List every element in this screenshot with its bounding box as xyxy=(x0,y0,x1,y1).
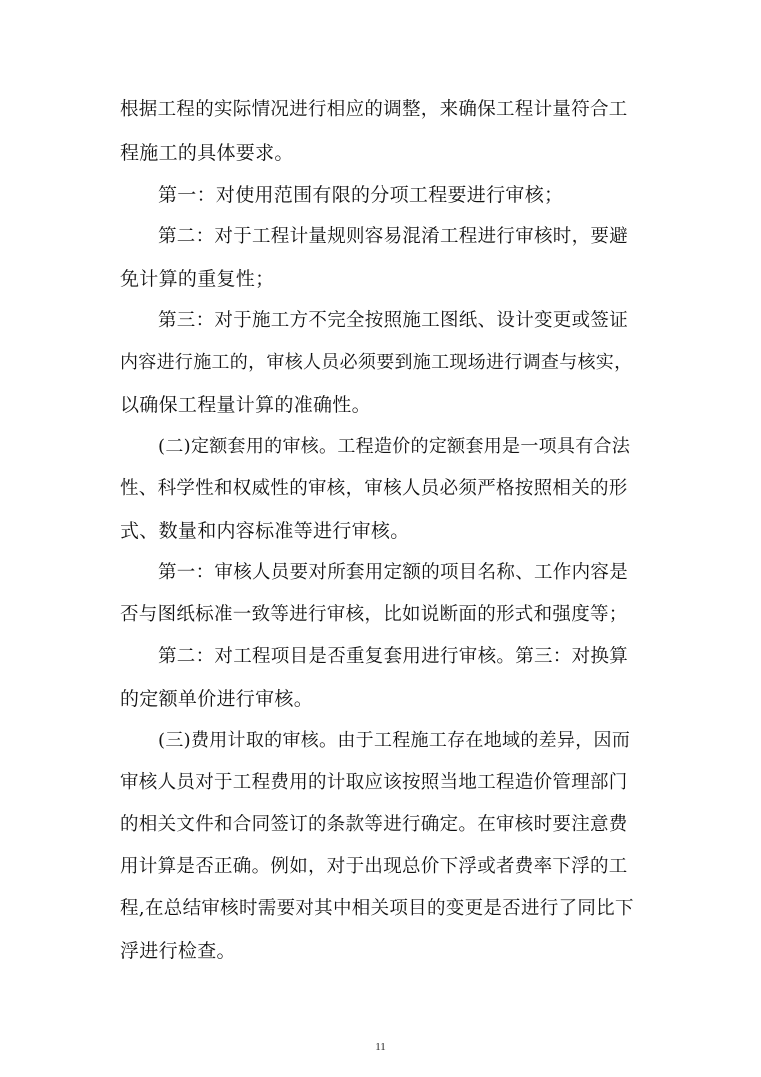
text-line: 第一：审核人员要对所套用定额的项目名称、工作内容是 xyxy=(158,562,629,583)
text-line: 第二：对工程项目是否重复套用进行审核。第三：对换算 xyxy=(158,646,629,667)
text-line: (二)定额套用的审核。工程造价的定额套用是一项具有合法 xyxy=(158,436,631,457)
text-line: 根据工程的实际情况进行相应的调整，来确保工程计量符合工 xyxy=(120,99,628,120)
text-line: 审核人员对于工程费用的计取应该按照当地工程造价管理部门 xyxy=(120,772,628,793)
text-line: 性、科学性和权威性的审核，审核人员必须严格按照相关的形 xyxy=(120,478,628,499)
text-line: 免计算的重复性； xyxy=(120,268,275,290)
text-line: 浮进行检查。 xyxy=(120,940,236,962)
text-line: 否与图纸标准一致等进行审核，比如说断面的形式和强度等； xyxy=(120,604,628,625)
page-number: 11 xyxy=(375,1041,386,1053)
text-line: 程,在总结审核时需要对其中相关项目的变更是否进行了同比下 xyxy=(120,898,634,919)
text-line: 式、数量和内容标准等进行审核。 xyxy=(120,520,410,542)
text-line: 的相关文件和合同签订的条款等进行确定。在审核时要注意费 xyxy=(120,814,628,835)
text-line: 的定额单价进行审核。 xyxy=(120,688,314,710)
text-line: 程施工的具体要求。 xyxy=(120,142,294,164)
text-line: 以确保工程量计算的准确性。 xyxy=(120,394,371,416)
text-line: 内容进行施工的，审核人员必须要到施工现场进行调查与核实， xyxy=(120,352,633,373)
text-line: 第三：对于施工方不完全按照施工图纸、设计变更或签证 xyxy=(158,310,629,331)
text-line: (三)费用计取的审核。由于工程施工存在地域的差异，因而 xyxy=(158,730,631,751)
text-line: 用计算是否正确。例如，对于出现总价下浮或者费率下浮的工 xyxy=(120,856,628,877)
text-line: 第一：对使用范围有限的分项工程要进行审核； xyxy=(158,184,564,206)
text-line: 第二：对于工程计量规则容易混淆工程进行审核时，要避 xyxy=(158,226,629,247)
